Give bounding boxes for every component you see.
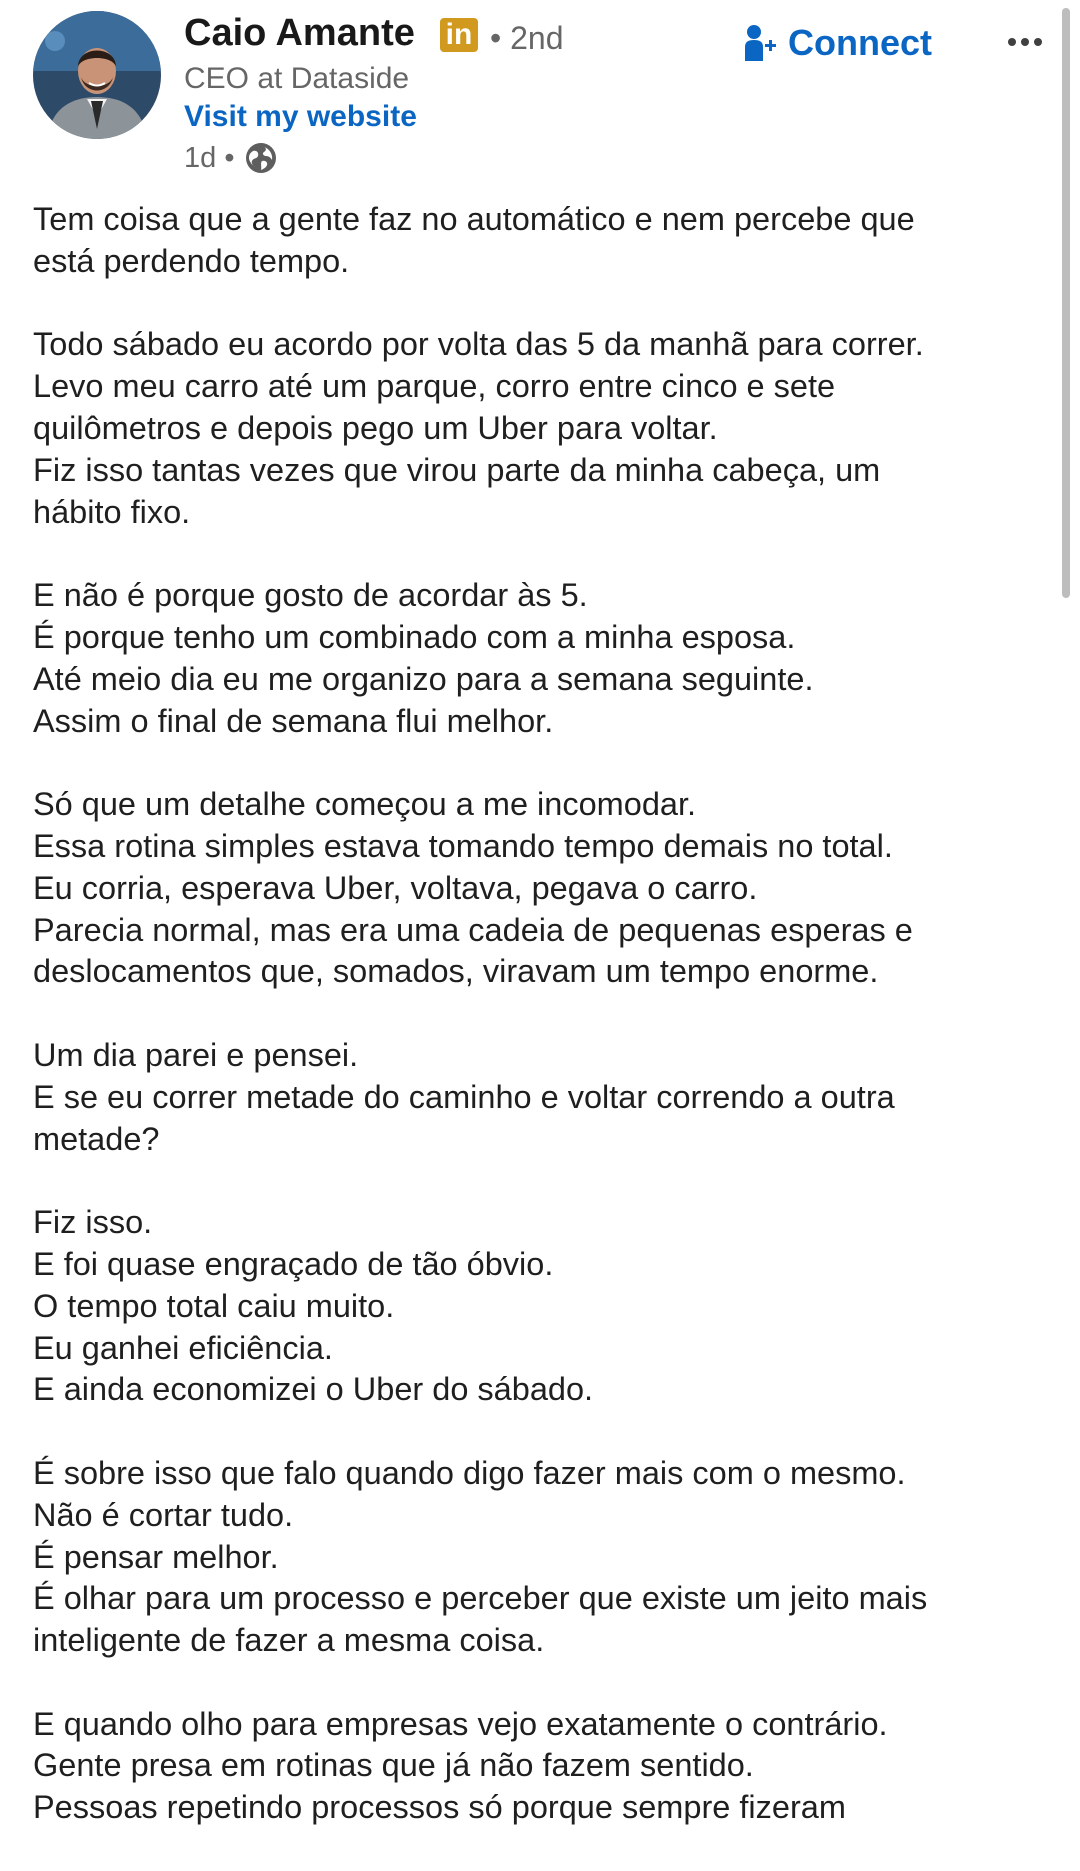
post-text-line: Essa rotina simples estava tomando tempo demais no total. [33,827,893,864]
post-text-line: É pensar melhor. [33,1538,279,1575]
post-text-line: quilômetros e depois pego um Uber para voltar. [33,409,718,446]
post-paragraph [33,324,1053,533]
post-text-line: inteligente de fazer a mesma coisa. [33,1622,545,1659]
post-meta [184,140,278,176]
ellipsis-icon [1034,38,1042,46]
post-text-line: Parecia normal, mas era uma cadeia de pequenas esperas e [33,911,913,948]
post-paragraph [33,575,1053,742]
post-header [0,0,1080,185]
post-text-line: Não é cortar tudo. [33,1496,294,1533]
post-text-line: Até meio dia eu me organizo para a semana seguinte. [33,660,814,697]
post-paragraph [33,1704,1053,1829]
post-paragraph [33,199,1053,283]
post-text-line: E não é porque gosto de acordar às 5. [33,577,588,614]
post-text-line: Só que um detalhe começou a me incomodar. [33,786,697,823]
post-text-line: hábito fixo. [33,493,191,530]
connect-label: Connect [788,22,932,63]
post-text-line: Gente presa em rotinas que já não fazem sentido. [33,1747,754,1784]
post-text-line: Eu ganhei eficiência. [33,1329,333,1366]
author-headline: CEO at Dataside [184,62,410,95]
post-text-line: E ainda economizei o Uber do sábado. [33,1371,594,1408]
connect-button[interactable] [744,18,932,68]
post-text-line: E se eu correr metade do caminho e voltar correndo a outra [33,1078,895,1115]
post-text-line: É olhar para um processo e perceber que existe um jeito mais [33,1580,928,1617]
ellipsis-icon [1021,38,1029,46]
linkedin-premium-icon: in [440,18,478,52]
post-text-line: E quando olho para empresas vejo exatamente o contrário. [33,1705,888,1742]
post-text-line: Levo meu carro até um parque, corro entre cinco e sete [33,368,836,405]
post-text-line: metade? [33,1120,160,1157]
post-text-line: Fiz isso. [33,1204,153,1241]
post-text-line: Pessoas repetindo processos só porque sempre fizeram [33,1789,846,1826]
post-text-line: Tem coisa que a gente faz no automático e nem percebe que [33,201,915,237]
add-person-icon [744,23,778,63]
post-time: 1d • [184,141,235,174]
post-paragraph [33,1035,1053,1160]
post-text-line: deslocamentos que, somados, viravam um tempo enorme. [33,953,879,990]
post-text-line: Fiz isso tantas vezes que virou parte da minha cabeça, um [33,451,881,488]
post-text-line: O tempo total caiu muito. [33,1287,395,1324]
author-name[interactable]: Caio Amante [184,12,415,54]
scrollbar[interactable] [1062,8,1070,598]
post-text-line: É sobre isso que falo quando digo fazer mais com o mesmo. [33,1454,906,1491]
post-text-line: Todo sábado eu acordo por volta das 5 da manhã para correr. [33,326,924,363]
visit-website-link[interactable]: Visit my website [184,100,417,133]
post-body [33,199,1053,1871]
connection-degree: • 2nd [490,20,564,56]
avatar[interactable] [33,11,161,139]
post-text-line: É porque tenho um combinado com a minha esposa. [33,618,796,655]
post-text-line: E foi quase engraçado de tão óbvio. [33,1245,554,1282]
post-text-line: Assim o final de semana flui melhor. [33,702,554,739]
ellipsis-icon [1008,38,1016,46]
post-text-line: Um dia parei e pensei. [33,1036,359,1073]
globe-icon [244,141,278,175]
post-text-line: está perdendo tempo. [33,242,350,279]
post-paragraph [33,784,1053,993]
post-text-line: Eu corria, esperava Uber, voltava, pegava o carro. [33,869,758,906]
post-paragraph [33,1453,1053,1662]
avatar-photo [33,11,161,139]
post-paragraph [33,1202,1053,1411]
more-options-button[interactable] [1003,24,1047,60]
